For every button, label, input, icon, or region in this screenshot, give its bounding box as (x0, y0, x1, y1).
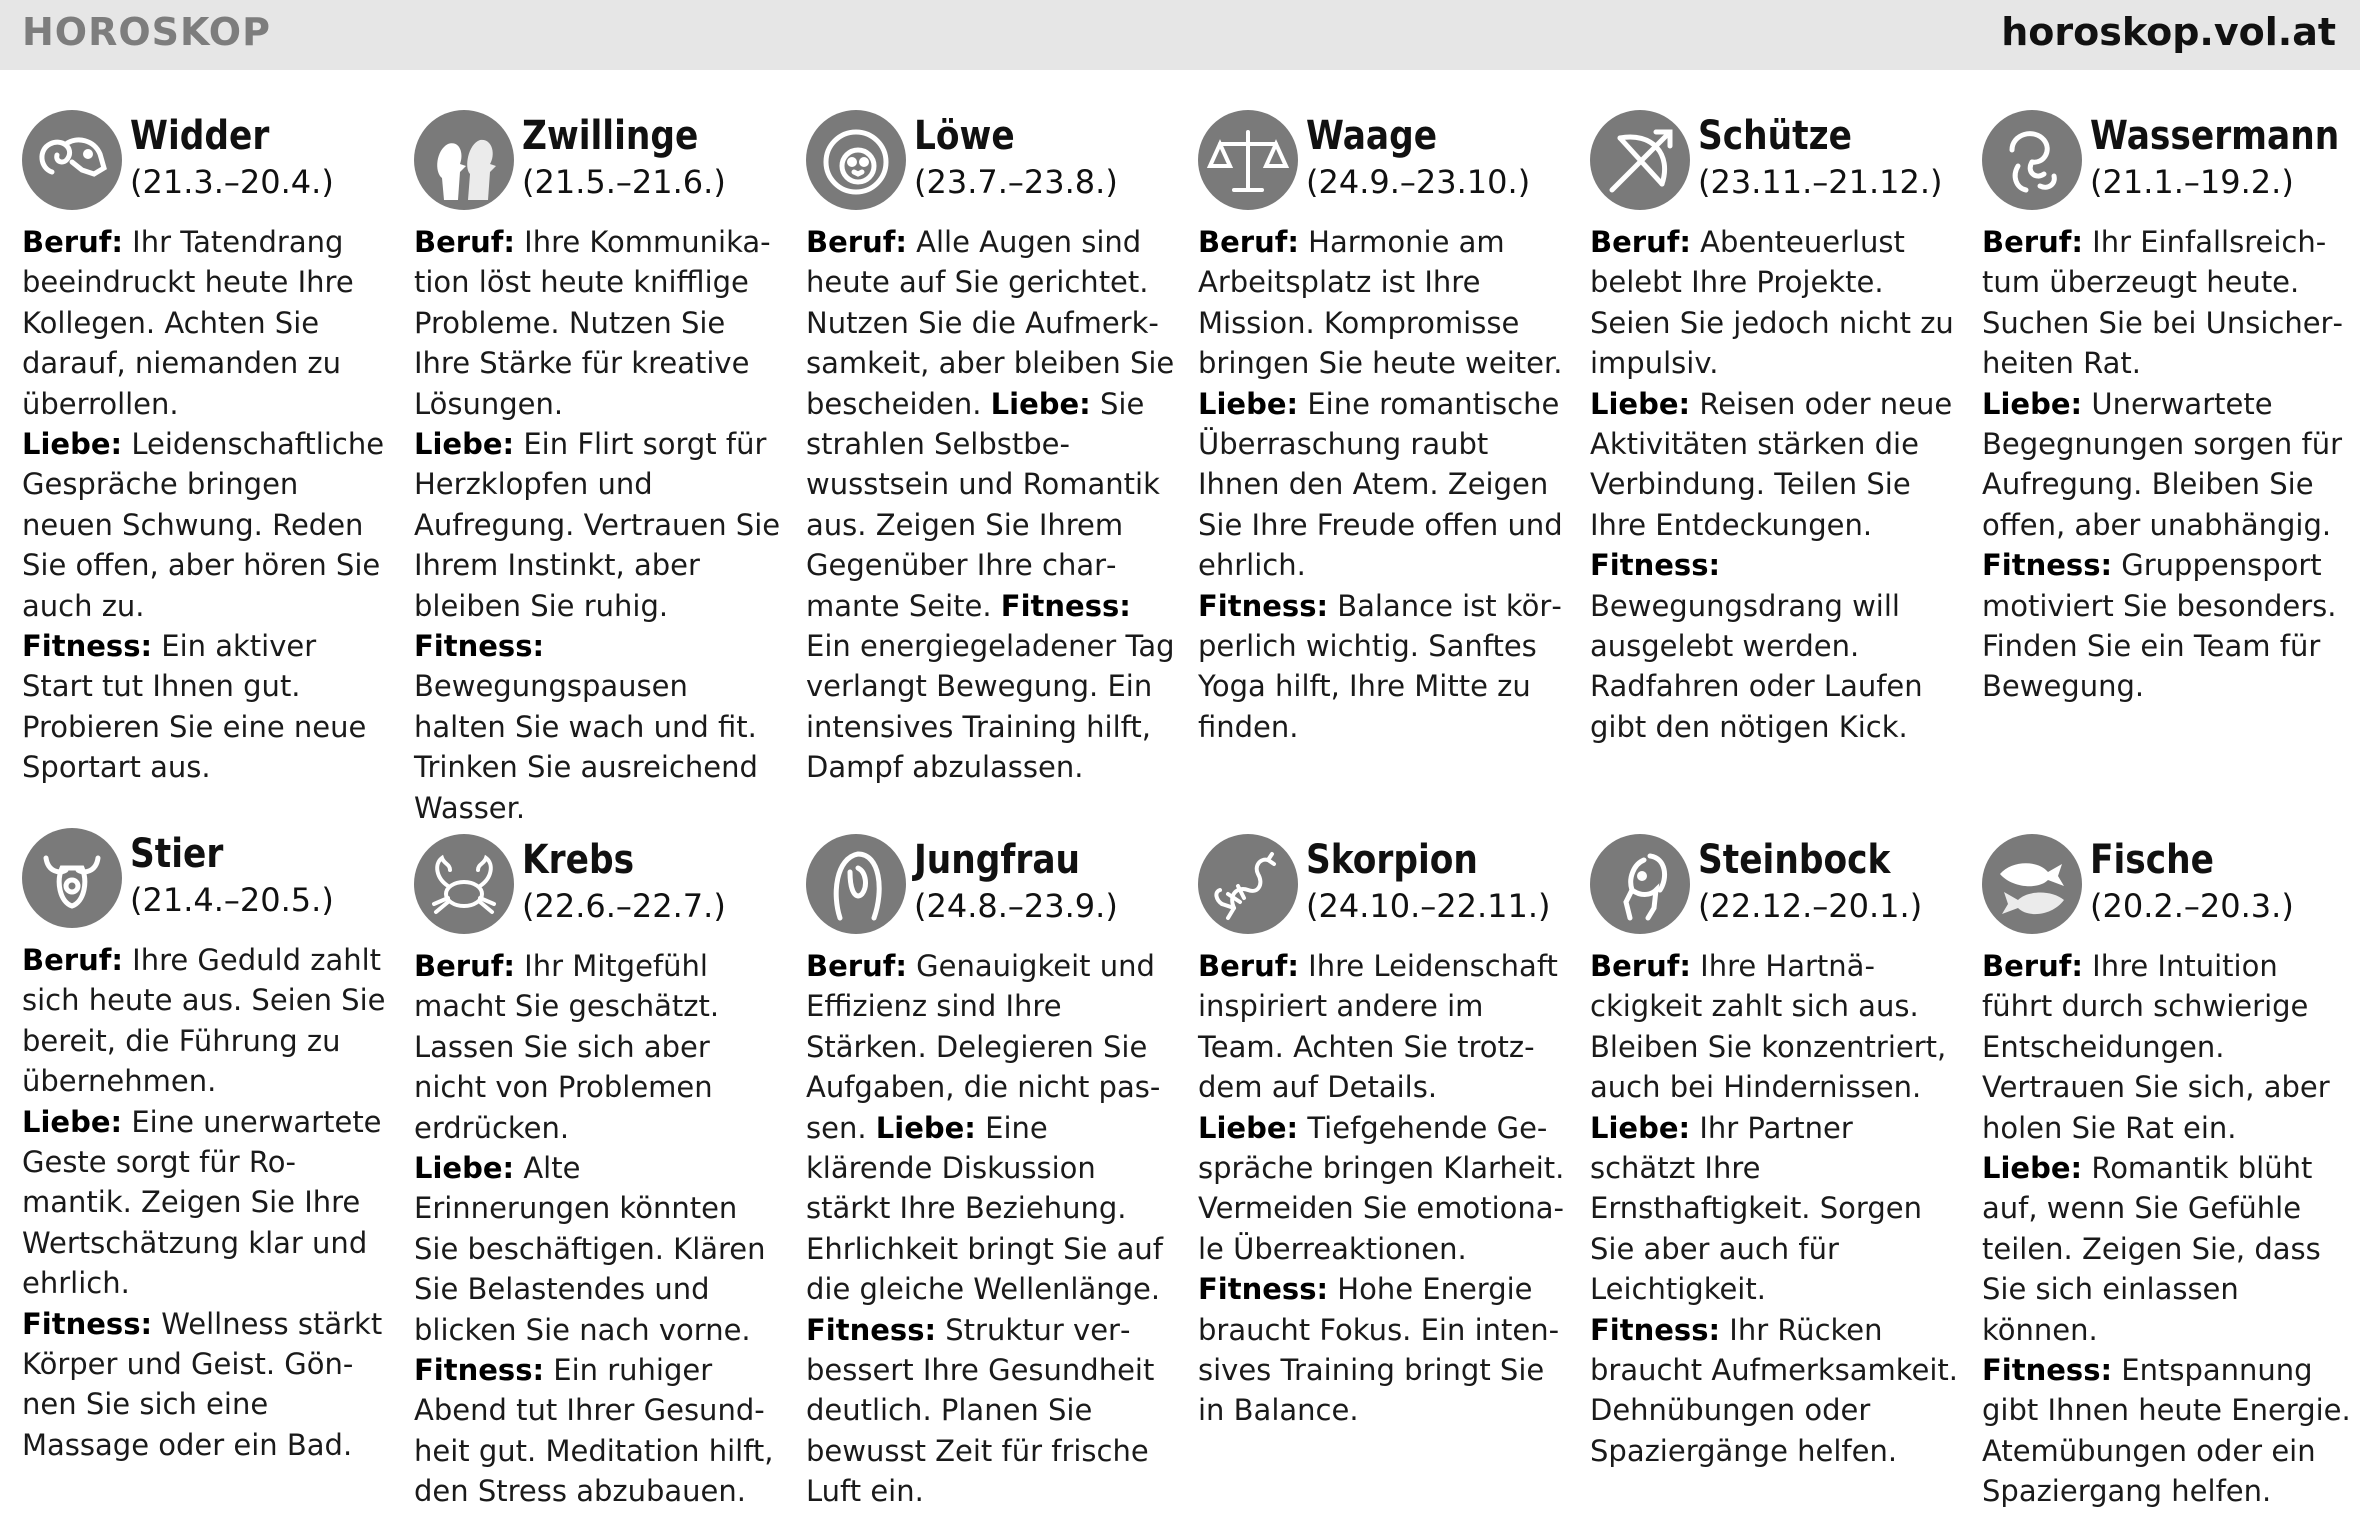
label-liebe: Liebe: (990, 386, 1091, 421)
horoscope-entry-loewe (806, 110, 1176, 788)
entry-text (1590, 222, 1960, 747)
entry-header (1982, 110, 2352, 214)
label-liebe: Liebe: (1198, 1110, 1299, 1145)
label-beruf: Beruf: (1198, 949, 1299, 983)
entry-text (806, 222, 1176, 788)
entry-text (1982, 222, 2352, 707)
label-fitness: Fitness: (1198, 1272, 1329, 1307)
text-beruf: Ihr Tatendrang beeindruckt heute Ihre Kollegen. Achten Sie darauf, niemanden zu überrollen. (22, 225, 354, 421)
lion-icon (806, 110, 906, 210)
label-liebe: Liebe: (414, 427, 515, 462)
sign-name: Wassermann (2090, 113, 2340, 159)
label-liebe: Liebe: (414, 1151, 515, 1186)
label-fitness: Fitness: (22, 1306, 153, 1341)
entry-text (1982, 946, 2352, 1512)
text-beruf: Abenteuerlust belebt Ihre Projekte. Seien Sie jedoch nicht zu impulsiv. (1590, 225, 1954, 381)
entry-text (414, 222, 784, 828)
sign-name: Skorpion (1306, 837, 1478, 883)
site-url[interactable]: horoskop.vol.at (2001, 10, 2336, 54)
text-fitness: Hohe Energie braucht Fokus. Ein intensives Training bringt Sie in Balance. (1198, 1272, 1560, 1428)
horoscope-entry-wassermann (1982, 110, 2352, 707)
label-beruf: Beruf: (414, 225, 515, 259)
label-liebe: Liebe: (22, 1104, 123, 1139)
entry-header (414, 110, 784, 214)
fish-icon (1982, 834, 2082, 934)
entry-header (1982, 834, 2352, 938)
horoscope-entry-stier (22, 828, 392, 1465)
label-fitness: Fitness: (414, 1353, 545, 1388)
text-fitness: Ein aktiver Start tut Ihnen gut. Probieren Sie eine neue Sportart aus. (22, 629, 367, 785)
sign-date: (22.6.–22.7.) (522, 887, 726, 925)
section-title: HOROSKOP (22, 10, 271, 54)
entry-text (22, 940, 392, 1465)
entry-header (414, 834, 784, 938)
horoscope-entry-fische (1982, 834, 2352, 1512)
label-beruf: Beruf: (1198, 225, 1299, 259)
label-beruf: Beruf: (1590, 949, 1691, 983)
text-beruf: Ihre Geduld zahlt sich heute aus. Seien Sie bereit, die Führung zu übernehmen. (22, 943, 386, 1099)
goat-icon (1590, 834, 1690, 934)
label-liebe: Liebe: (1982, 386, 2083, 421)
label-liebe: Liebe: (1198, 386, 1299, 421)
water-bearer-icon (1982, 110, 2082, 210)
entry-text (22, 222, 392, 788)
horoscope-entry-steinbock (1590, 834, 1960, 1471)
label-fitness: Fitness: (1590, 548, 1721, 583)
label-fitness: Fitness: (414, 629, 545, 664)
label-beruf: Beruf: (22, 225, 123, 259)
text-fitness: Ihr Rücken braucht Aufmerksamkeit. Dehnübungen oder Spaziergänge helfen. (1590, 1312, 1959, 1468)
text-fitness: Bewegungsdrang will ausgelebt werden. Radfahren oder Laufen gibt den nötigen Kick. (1590, 588, 1923, 744)
label-fitness: Fitness: (1982, 1353, 2113, 1388)
sign-date: (22.12.–20.1.) (1698, 887, 1923, 925)
horoscope-entry-zwillinge (414, 110, 784, 828)
sign-name: Fische (2090, 837, 2214, 883)
entry-header (1198, 834, 1568, 938)
twins-icon (414, 110, 514, 210)
archer-icon (1590, 110, 1690, 210)
entry-header (1590, 834, 1960, 938)
text-liebe: Eine unerwartete Geste sorgt für Romantik. Zeigen Sie Ihre Wertschätzung klar und ehrlich. (22, 1104, 382, 1301)
sign-date: (21.4.–20.5.) (130, 881, 334, 919)
label-beruf: Beruf: (806, 225, 907, 259)
text-beruf: Ihr Mitgefühl macht Sie geschätzt. Lassen Sie sich aber nicht von Problemen erdrücken. (414, 949, 720, 1145)
text-liebe: Tiefgehende Gespräche bringen Klarheit. Vermeiden Sie emotionale Überreaktionen. (1198, 1110, 1565, 1266)
sign-date: (23.11.–21.12.) (1698, 163, 1943, 201)
text-beruf: Ihre Intuition führt durch schwierige Entscheidungen. Vertrauen Sie sich, aber holen Sie Rat ein. (1982, 949, 2330, 1145)
text-fitness: Ein energiegeladener Tag verlangt Bewegung. Ein intensives Training hilft, Dampf abzulassen. (806, 629, 1175, 785)
label-fitness: Fitness: (1198, 588, 1329, 623)
label-liebe: Liebe: (1590, 386, 1691, 421)
text-fitness: Entspannung gibt Ihnen heute Energie. Atemübungen oder ein Spaziergang helfen. (1982, 1353, 2351, 1509)
text-beruf: Genauigkeit und Effizienz sind Ihre Stärken. Delegieren Sie Aufgaben, die nicht passen. (806, 949, 1161, 1145)
sign-date: (24.9.–23.10.) (1306, 163, 1531, 201)
text-liebe: Sie strahlen Selbstbewusstsein und Romantik aus. Zeigen Sie Ihrem Gegenüber Ihre charmante Seite. (806, 386, 1160, 623)
sign-name: Jungfrau (914, 837, 1081, 883)
text-liebe: Ihr Partner schätzt Ihre Ernsthaftigkeit. Sorgen Sie aber auch für Leichtigkeit. (1590, 1110, 1922, 1307)
label-liebe: Liebe: (22, 427, 123, 462)
virgin-icon (806, 834, 906, 934)
entry-text (1198, 222, 1568, 747)
label-liebe: Liebe: (1590, 1110, 1691, 1145)
label-beruf: Beruf: (806, 949, 907, 983)
label-beruf: Beruf: (1590, 225, 1691, 259)
label-fitness: Fitness: (806, 1312, 937, 1347)
entry-header (1590, 110, 1960, 214)
label-fitness: Fitness: (22, 629, 153, 664)
bull-icon (22, 828, 122, 928)
horoscope-entry-jungfrau (806, 834, 1176, 1512)
text-fitness: Gruppensport motiviert Sie besonders. Finden Sie ein Team für Bewegung. (1982, 548, 2337, 704)
text-liebe: Eine romantische Überraschung raubt Ihnen den Atem. Zeigen Sie Ihre Freude offen und ehrlich. (1198, 386, 1563, 583)
text-fitness: Bewegungspausen halten Sie wach und fit. Trinken Sie ausreichend Wasser. (414, 669, 758, 825)
scales-icon (1198, 110, 1298, 210)
sign-date: (24.10.–22.11.) (1306, 887, 1551, 925)
text-fitness: Wellness stärkt Körper und Geist. Gönnen Sie sich eine Massage oder ein Bad. (22, 1306, 383, 1462)
entry-text (1590, 946, 1960, 1471)
text-fitness: Balance ist körperlich wichtig. Sanftes Yoga hilft, Ihre Mitte zu finden. (1198, 588, 1562, 744)
header-bar (0, 0, 2360, 70)
sign-name: Krebs (522, 837, 635, 883)
sign-date: (21.5.–21.6.) (522, 163, 726, 201)
entry-header (22, 828, 392, 932)
text-beruf: Ihre Leidenschaft inspiriert andere im Team. Achten Sie trotzdem auf Details. (1198, 949, 1558, 1105)
entry-header (22, 110, 392, 214)
sign-name: Löwe (914, 113, 1015, 159)
sign-name: Zwillinge (522, 113, 699, 159)
sign-date: (20.2.–20.3.) (2090, 887, 2294, 925)
text-liebe: Reisen oder neue Aktivitäten stärken die Verbindung. Teilen Sie Ihre Entdeckungen. (1590, 386, 1953, 542)
entry-text (806, 946, 1176, 1512)
text-beruf: Ihr Einfallsreichtum überzeugt heute. Suchen Sie bei Unsicherheiten Rat. (1982, 225, 2343, 381)
horoscope-entry-schuetze (1590, 110, 1960, 747)
sign-date: (21.1.–19.2.) (2090, 163, 2294, 201)
sign-name: Stier (130, 831, 224, 877)
text-fitness: Ein ruhiger Abend tut Ihrer Gesundheit gut. Meditation hilft, den Stress abzubauen. (414, 1353, 774, 1509)
label-beruf: Beruf: (1982, 225, 2083, 259)
label-fitness: Fitness: (1590, 1312, 1721, 1347)
crab-icon (414, 834, 514, 934)
text-liebe: Alte Erinnerungen könnten Sie beschäftigen. Klären Sie Belastendes und blicken Sie nach vorne. (414, 1151, 766, 1347)
entry-header (1198, 110, 1568, 214)
scorpion-icon (1198, 834, 1298, 934)
label-beruf: Beruf: (414, 949, 515, 983)
text-liebe: Eine klärende Diskussion stärkt Ihre Beziehung. Ehrlichkeit bringt Sie auf die gleiche Wellenlänge. (806, 1110, 1163, 1307)
sign-name: Widder (130, 113, 270, 159)
entry-header (806, 110, 1176, 214)
entry-text (1198, 946, 1568, 1431)
text-beruf: Alle Augen sind heute auf Sie gerichtet. Nutzen Sie die Aufmerksamkeit, aber bleiben Sie bescheiden. (806, 225, 1175, 421)
text-beruf: Harmonie am Arbeitsplatz ist Ihre Mission. Kompromisse bringen Sie heute weiter. (1198, 225, 1563, 381)
text-beruf: Ihre Hartnäckigkeit zahlt sich aus. Bleiben Sie konzentriert, auch bei Hindernissen. (1590, 949, 1947, 1105)
label-fitness: Fitness: (1982, 548, 2113, 583)
text-liebe: Unerwartete Begegnungen sorgen für Aufregung. Bleiben Sie offen, aber unabhängig. (1982, 386, 2343, 542)
label-fitness: Fitness: (1000, 588, 1131, 623)
label-liebe: Liebe: (875, 1110, 976, 1145)
label-beruf: Beruf: (1982, 949, 2083, 983)
entry-text (414, 946, 784, 1512)
ram-icon (22, 110, 122, 210)
entry-header (806, 834, 1176, 938)
text-liebe: Ein Flirt sorgt für Herzklopfen und Aufregung. Vertrauen Sie Ihrem Instinkt, aber bleiben Sie ruhig. (414, 427, 781, 623)
sign-date: (21.3.–20.4.) (130, 163, 334, 201)
horoscope-entry-widder (22, 110, 392, 788)
sign-name: Steinbock (1698, 837, 1891, 883)
label-liebe: Liebe: (1982, 1151, 2083, 1186)
text-fitness: Struktur verbessert Ihre Gesundheit deutlich. Planen Sie bewusst Zeit für frische Luft ein. (806, 1312, 1155, 1509)
horoscope-entry-krebs (414, 834, 784, 1512)
sign-name: Waage (1306, 113, 1438, 159)
sign-date: (24.8.–23.9.) (914, 887, 1118, 925)
horoscope-entry-waage (1198, 110, 1568, 747)
sign-date: (23.7.–23.8.) (914, 163, 1118, 201)
label-beruf: Beruf: (22, 943, 123, 977)
sign-name: Schütze (1698, 113, 1852, 159)
text-beruf: Ihre Kommunikation löst heute knifflige Probleme. Nutzen Sie Ihre Stärke für kreative Lösungen. (414, 225, 771, 421)
text-liebe: Romantik blüht auf, wenn Sie Gefühle teilen. Zeigen Sie, dass Sie sich einlassen können. (1982, 1151, 2321, 1347)
text-liebe: Leidenschaftliche Gespräche bringen neuen Schwung. Reden Sie offen, aber hören Sie auch zu. (22, 427, 385, 623)
horoscope-entry-skorpion (1198, 834, 1568, 1431)
